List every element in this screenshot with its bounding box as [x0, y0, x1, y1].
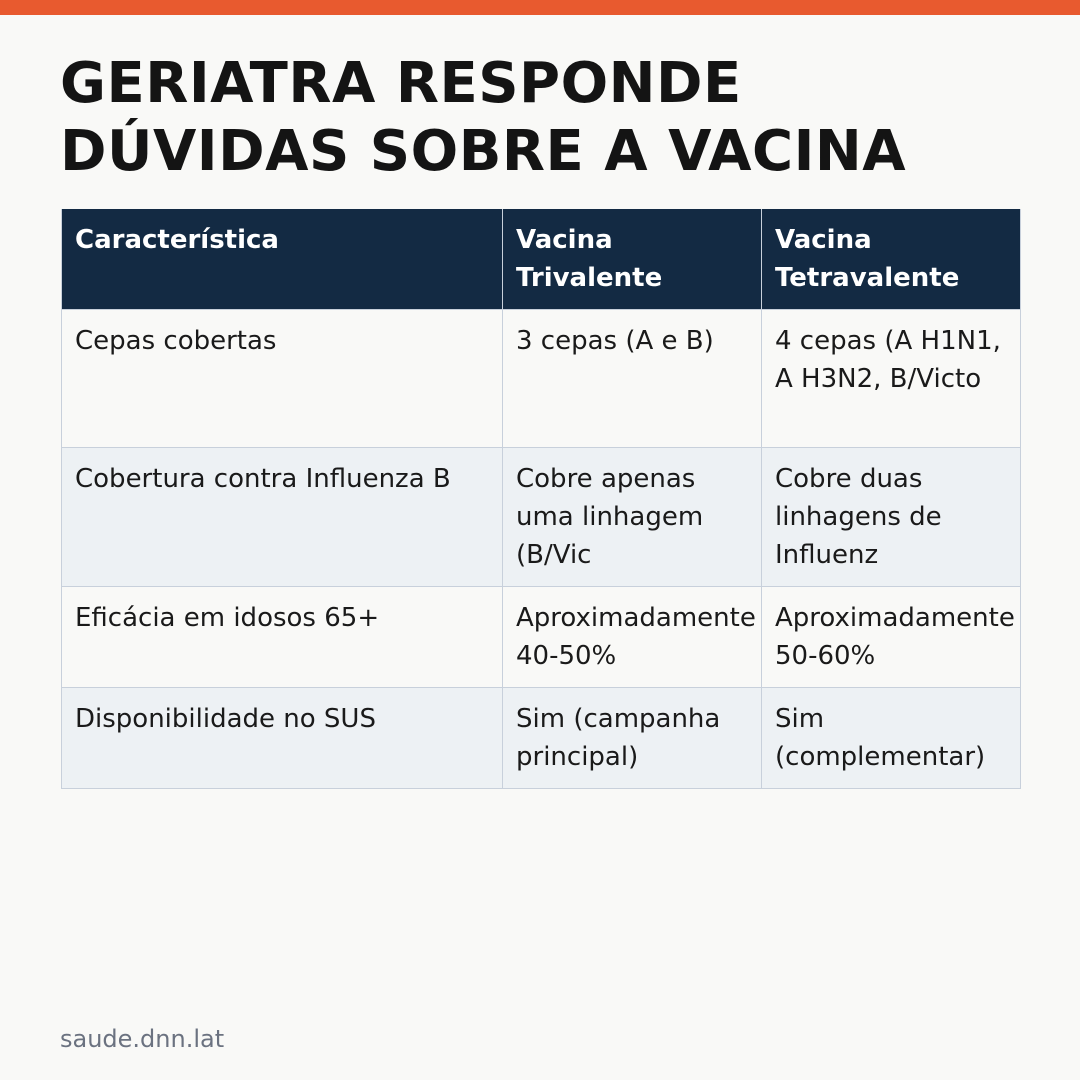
page-title	[60, 50, 1020, 186]
table-row	[62, 587, 1021, 688]
title-line-1: GERIATRA RESPONDE	[60, 51, 742, 116]
table-cell: Disponibilidade no SUS	[62, 688, 503, 789]
header-trivalent: Vacina Trivalente	[503, 209, 762, 310]
table-cell: Cobre duas linhagens de Influenz	[762, 448, 1021, 587]
table-header-row	[62, 209, 1021, 310]
comparison-table	[61, 209, 1021, 789]
table-cell: Cobre apenas uma linhagem (B/Vic	[503, 448, 762, 587]
table-cell: Aproximadamente 40-50%	[503, 587, 762, 688]
header-tetravalent: Vacina Tetravalente	[762, 209, 1021, 310]
table-cell: 3 cepas (A e B)	[503, 310, 762, 448]
header-characteristic: Característica	[62, 209, 503, 310]
table-cell: 4 cepas (A H1N1, A H3N2, B/Victo	[762, 310, 1021, 448]
table-row	[62, 688, 1021, 789]
table-cell: Sim (campanha principal)	[503, 688, 762, 789]
accent-bar	[0, 0, 1080, 15]
site-url: saude.dnn.lat	[60, 1025, 225, 1053]
title-line-2: DÚVIDAS SOBRE A VACINA	[60, 119, 907, 184]
table-cell: Eficácia em idosos 65+	[62, 587, 503, 688]
table-cell: Aproximadamente 50-60%	[762, 587, 1021, 688]
table-cell: Sim (complementar)	[762, 688, 1021, 789]
table-cell: Cepas cobertas	[62, 310, 503, 448]
table-row	[62, 310, 1021, 448]
table-row	[62, 448, 1021, 587]
table-cell: Cobertura contra Influenza B	[62, 448, 503, 587]
